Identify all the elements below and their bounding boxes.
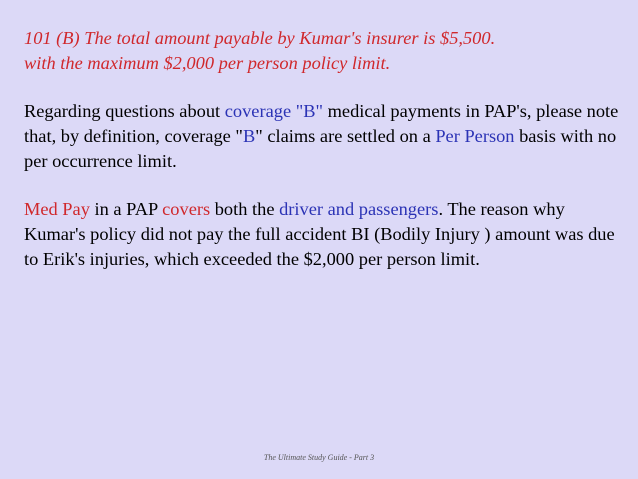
text-segment: . The reason why Kumar's policy did not pay the full accident BI (Bodily Injury ) amount was due to Erik's injuries, which exceeded the $2,000 per person limit. [24, 199, 615, 269]
text-segment: Regarding questions about [24, 101, 225, 121]
slide-footer: The Ultimate Study Guide - Part 3 [263, 453, 375, 462]
text-segment: " claims are settled on a [255, 126, 436, 146]
coverage-b-highlight: coverage "B" [224, 101, 323, 121]
text-segment: basis with no per occurrence limit. [24, 126, 617, 171]
explanation-paragraph-1 [24, 99, 624, 174]
explanation-paragraph-2 [24, 197, 624, 272]
per-person-highlight: Per Person [435, 126, 515, 146]
med-pay-highlight: Med Pay [24, 199, 90, 219]
text-segment: both the [210, 199, 280, 219]
slide-content [24, 26, 624, 272]
driver-passengers-highlight: driver and passengers [279, 199, 439, 219]
answer-line-1: 101 (B) The total amount payable by Kumar's insurer is $5,500. [24, 28, 496, 48]
paragraph-gap [24, 76, 624, 99]
text-segment: in a PAP [89, 199, 163, 219]
answer-paragraph [24, 26, 624, 76]
covers-highlight: covers [162, 199, 211, 219]
paragraph-gap [24, 174, 624, 197]
text-segment: medical payments in PAP's, please note that, by definition, coverage " [24, 101, 619, 146]
answer-line-2: with the maximum $2,000 per person policy limit. [24, 53, 391, 73]
b-highlight: B [242, 126, 256, 146]
